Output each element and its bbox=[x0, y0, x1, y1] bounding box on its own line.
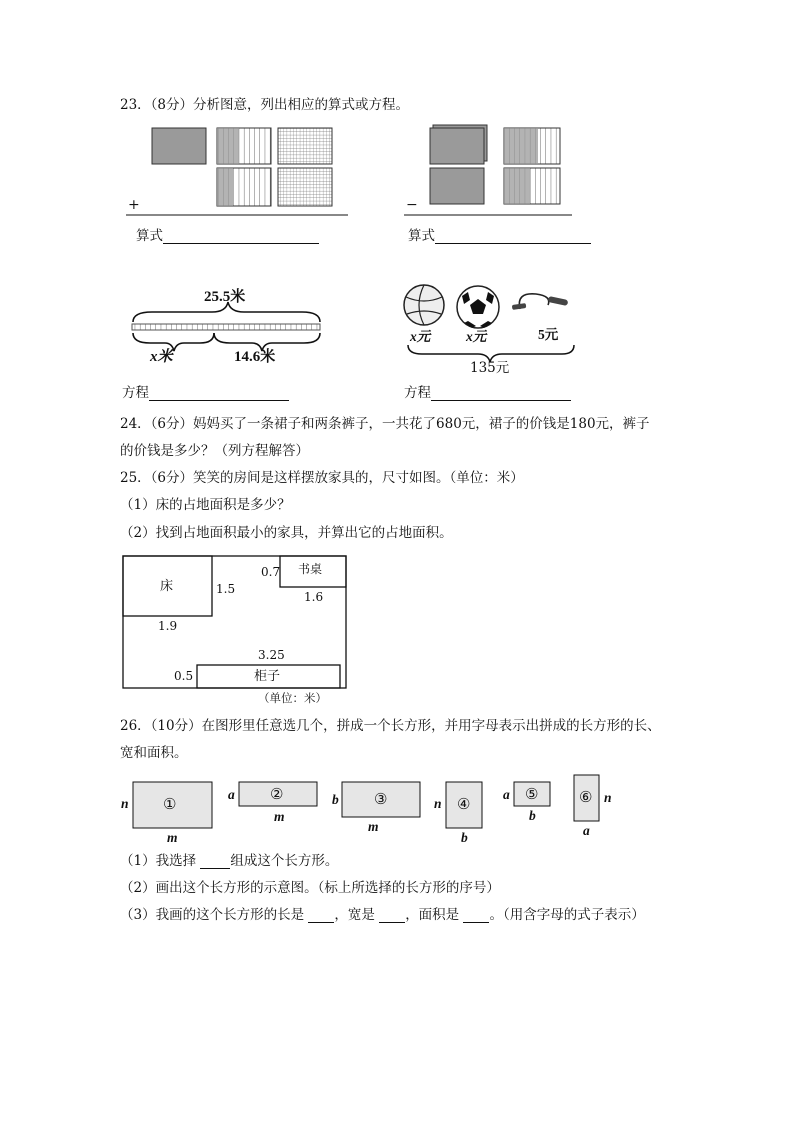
whole-square-top bbox=[430, 128, 484, 164]
whole-square-2 bbox=[430, 168, 484, 204]
desk-width: 1.6 bbox=[304, 590, 324, 604]
volleyball-icon bbox=[404, 285, 444, 325]
tenths-d-shade bbox=[504, 168, 530, 204]
shape-5-side: a bbox=[503, 787, 510, 802]
blank-fangcheng-left[interactable] bbox=[149, 400, 289, 401]
tenths-c-shade bbox=[504, 128, 538, 164]
blank-suanshi-right[interactable] bbox=[435, 243, 591, 244]
q26-sub1-a: （1）我选择 bbox=[120, 853, 197, 869]
q23-title: 23．（8分）分析图意，列出相应的算式或方程。 bbox=[120, 97, 410, 113]
tenths-b-shade bbox=[217, 168, 233, 206]
plus-sign: + bbox=[128, 197, 140, 213]
label-suanshi-left: 算式 bbox=[136, 228, 163, 244]
q26-sub3-b: ，宽是 bbox=[334, 907, 375, 923]
rope-right-label: 14.6米 bbox=[234, 349, 276, 365]
q26-line1: 26．（10分）在图形里任意选几个，拼成一个长方形，并用字母表示出拼成的长方形的长、 bbox=[120, 718, 661, 734]
shape-3-side: b bbox=[332, 792, 339, 807]
cabinet-width: 3.25 bbox=[258, 648, 285, 662]
shape-1-bottom: m bbox=[167, 830, 178, 845]
hundredths-b bbox=[278, 168, 332, 206]
shape-2-side: a bbox=[228, 787, 235, 802]
q26-sub1 bbox=[120, 855, 338, 869]
q25-sub2: （2）找到占地面积最小的家具，并算出它的占地面积。 bbox=[120, 525, 453, 541]
desk-label: 书桌 bbox=[298, 562, 323, 576]
top-brace bbox=[133, 302, 320, 322]
q25-sub1: （1）床的占地面积是多少？ bbox=[120, 497, 291, 513]
bed-width: 1.9 bbox=[158, 619, 178, 633]
shape-6-side: n bbox=[604, 790, 612, 805]
shape-1-side: n bbox=[121, 796, 129, 811]
q26-sub3-d: 。（用含字母的式子表示） bbox=[489, 907, 645, 923]
shape-3-num: ③ bbox=[374, 790, 388, 808]
shape-3-bottom: m bbox=[368, 819, 379, 834]
shape-6-bottom: a bbox=[583, 823, 590, 838]
q23-answer-left bbox=[136, 230, 319, 244]
blank-width[interactable] bbox=[379, 922, 405, 923]
blank-choose[interactable] bbox=[200, 868, 230, 869]
q26-sub2: （2）画出这个长方形的示意图。（标上所选择的长方形的序号） bbox=[120, 880, 500, 896]
q26-sub3 bbox=[120, 909, 645, 923]
q26-sub1-b: 组成这个长方形。 bbox=[230, 853, 339, 869]
q26-line2: 宽和面积。 bbox=[120, 745, 188, 761]
blank-fangcheng-right[interactable] bbox=[431, 400, 571, 401]
q24-line1: 24．（6分）妈妈买了一条裙子和两条裤子，一共花了680元，裙子的价钱是180元，裤子 bbox=[120, 416, 650, 432]
total-price: 135元 bbox=[470, 360, 510, 376]
whole-square bbox=[152, 128, 206, 164]
label-fangcheng-left: 方程 bbox=[122, 385, 149, 401]
shape-1-num: ① bbox=[163, 795, 177, 813]
shape-2-bottom: m bbox=[274, 809, 285, 824]
cabinet-height: 0.5 bbox=[174, 669, 194, 683]
rope-price: 5元 bbox=[538, 327, 559, 342]
bed-height: 1.5 bbox=[216, 582, 236, 596]
soccer-ball-icon bbox=[457, 286, 499, 328]
q23-answer-right bbox=[408, 230, 591, 244]
minus-sign: − bbox=[406, 197, 418, 213]
unit-note: （单位：米） bbox=[258, 691, 327, 705]
shape-5-num: ⑤ bbox=[525, 785, 539, 803]
rope-x-label: x米 bbox=[150, 349, 173, 365]
label-fangcheng-right: 方程 bbox=[404, 385, 431, 401]
shape-4-bottom: b bbox=[461, 830, 468, 845]
left-brace bbox=[133, 333, 214, 351]
tenths-a-shade bbox=[217, 128, 239, 164]
desk-height: 0.7 bbox=[261, 565, 281, 579]
hundredths-a bbox=[278, 128, 332, 164]
soccer-price: x元 bbox=[466, 329, 487, 344]
cabinet-label: 柜子 bbox=[254, 669, 281, 684]
shape-6-num: ⑥ bbox=[579, 788, 593, 806]
shape-4-side: n bbox=[434, 796, 442, 811]
q25-title: 25．（6分）笑笑的房间是这样摆放家具的，尺寸如图。（单位：米） bbox=[120, 470, 524, 486]
volleyball-price: x元 bbox=[410, 329, 431, 344]
q23-fangcheng-left bbox=[122, 387, 289, 401]
bed-label: 床 bbox=[160, 579, 174, 594]
shape-2-num: ② bbox=[270, 785, 284, 803]
blank-suanshi-left[interactable] bbox=[163, 243, 319, 244]
shape-4-num: ④ bbox=[457, 795, 471, 813]
shape-5-bottom: b bbox=[529, 808, 536, 823]
label-suanshi-right: 算式 bbox=[408, 228, 435, 244]
jump-rope-icon bbox=[512, 294, 569, 310]
q26-sub3-a: （3）我画的这个长方形的长是 bbox=[120, 907, 305, 923]
q23-fangcheng-right bbox=[404, 387, 571, 401]
rope-total-label: 25.5米 bbox=[204, 289, 246, 305]
blank-area[interactable] bbox=[463, 922, 489, 923]
rope-bar bbox=[132, 324, 320, 330]
q24-line2: 的价钱是多少？（列方程解答） bbox=[120, 443, 309, 459]
q26-sub3-c: ，面积是 bbox=[405, 907, 460, 923]
blank-length[interactable] bbox=[308, 922, 334, 923]
